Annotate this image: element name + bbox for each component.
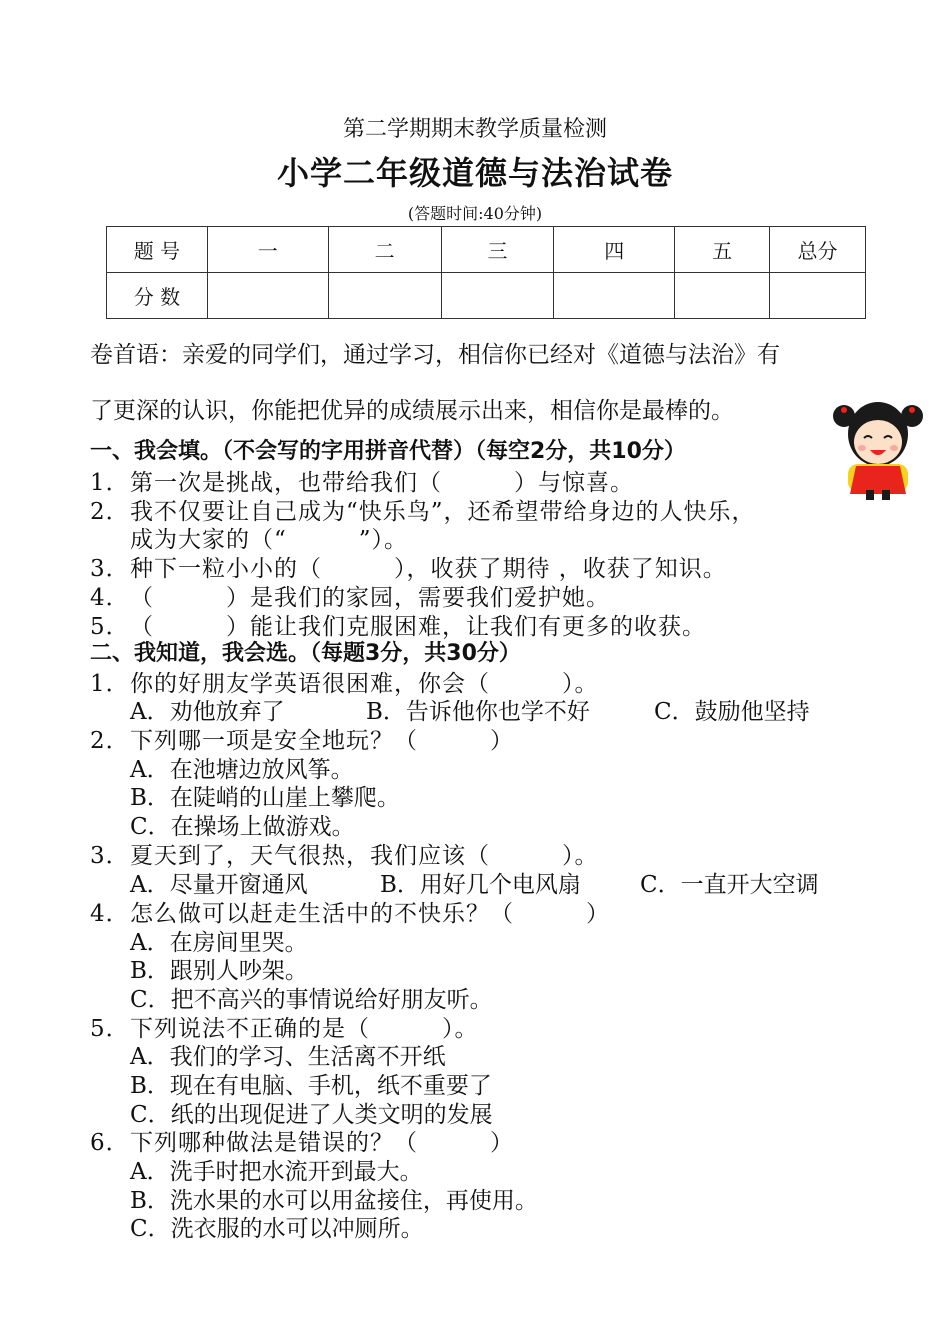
score-header-cell: 三 — [441, 227, 554, 273]
question-text: 第一次是挑战，也带给我们（ ）与惊喜。 — [130, 470, 634, 496]
score-row-label: 分 数 — [107, 273, 208, 319]
score-cell[interactable] — [207, 273, 328, 319]
exam-title: 小学二年级道德与法治试卷 — [276, 154, 673, 192]
section-2-heading: 二、我知道，我会选。（每题3分，共30分） — [90, 641, 521, 666]
question-number: 2． — [90, 499, 130, 525]
score-header-cell: 题 号 — [107, 227, 208, 273]
question-number: 4． — [90, 901, 130, 927]
score-header-cell: 四 — [554, 227, 675, 273]
question-number: 3． — [90, 556, 130, 582]
s2-q4-option-a[interactable]: A．在房间里哭。 — [130, 930, 308, 956]
s1-question-2-cont: 成为大家的（“ ”）。 — [130, 527, 409, 553]
question-number: 4． — [90, 585, 130, 611]
score-table-score-row — [107, 273, 866, 319]
time-note: (答题时间:40分钟) — [407, 204, 543, 223]
s2-q1-option-c[interactable]: C．鼓励他坚持 — [654, 699, 810, 725]
intro-line-2: 了更深的认识，你能把优异的成绩展示出来，相信你是最棒的。 — [90, 398, 734, 424]
question-text: 下列说法不正确的是（ ）。 — [130, 1016, 479, 1042]
score-cell[interactable] — [770, 273, 866, 319]
s2-q1-option-b[interactable]: B．告诉他你也学不好 — [366, 699, 590, 725]
s2-q6-option-a[interactable]: A．洗手时把水流开到最大。 — [130, 1159, 423, 1185]
s2-q3-option-a[interactable]: A．尽量开窗通风 — [130, 872, 308, 898]
score-header-cell: 二 — [328, 227, 441, 273]
question-number: 6． — [90, 1130, 130, 1156]
s2-q5-option-a[interactable]: A．我们的学习、生活离不开纸 — [130, 1044, 446, 1070]
score-header-cell: 一 — [207, 227, 328, 273]
s2-q6-option-b[interactable]: B．洗水果的水可以用盆接住，再使用。 — [130, 1188, 538, 1214]
cartoon-girl-image — [830, 390, 926, 502]
score-table — [106, 226, 866, 319]
question-number: 1． — [90, 671, 130, 697]
s2-q4-option-c[interactable]: C．把不高兴的事情说给好朋友听。 — [130, 987, 493, 1013]
s2-q2-option-c[interactable]: C．在操场上做游戏。 — [130, 814, 355, 840]
question-text: 怎么做可以赶走生活中的不快乐？（ ） — [130, 901, 610, 927]
question-number: 2． — [90, 728, 130, 754]
question-text: 种下一粒小小的（ ），收获了期待 ，收获了知识。 — [130, 556, 727, 582]
s2-q2-option-b[interactable]: B．在陡峭的山崖上攀爬。 — [130, 785, 400, 811]
score-cell[interactable] — [554, 273, 675, 319]
s2-q2-option-a[interactable]: A．在池塘边放风筝。 — [130, 757, 354, 783]
question-text: 夏天到了，天气很热，我们应该（ ）。 — [130, 843, 599, 869]
question-number: 5． — [90, 614, 130, 640]
score-table-header-row — [107, 227, 866, 273]
s2-q6-option-c[interactable]: C．洗衣服的水可以冲厕所。 — [130, 1216, 424, 1242]
question-text: 你的好朋友学英语很困难，你会（ ）。 — [130, 671, 599, 697]
score-cell[interactable] — [675, 273, 770, 319]
question-number: 5． — [90, 1016, 130, 1042]
s2-q5-option-c[interactable]: C．纸的出现促进了人类文明的发展 — [130, 1102, 493, 1128]
s2-q5-option-b[interactable]: B．现在有电脑、手机，纸不重要了 — [130, 1073, 492, 1099]
question-text: 下列哪种做法是错误的？（ ） — [130, 1130, 514, 1156]
question-number: 3． — [90, 843, 130, 869]
score-cell[interactable] — [328, 273, 441, 319]
question-text: （ ）是我们的家园，需要我们爱护她。 — [130, 585, 610, 611]
intro-line-1: 卷首语：亲爱的同学们，通过学习，相信你已经对《道德与法治》有 — [90, 342, 780, 368]
score-header-cell: 总分 — [770, 227, 866, 273]
s2-q3-option-b[interactable]: B．用好几个电风扇 — [380, 872, 581, 898]
question-text: 我不仅要让自己成为“快乐鸟”，还希望带给身边的人快乐， — [130, 499, 756, 525]
exam-subtitle: 第二学期期末教学质量检测 — [342, 117, 607, 142]
s2-q1-option-a[interactable]: A．劝他放弃了 — [130, 699, 285, 725]
question-text: （ ）能让我们克服困难，让我们有更多的收获。 — [130, 614, 706, 640]
s2-q4-option-b[interactable]: B．跟别人吵架。 — [130, 958, 308, 984]
s2-q3-option-c[interactable]: C．一直开大空调 — [640, 872, 819, 898]
score-cell[interactable] — [441, 273, 554, 319]
question-text: 下列哪一项是安全地玩？（ ） — [130, 728, 514, 754]
section-1-heading: 一、我会填。（不会写的字用拼音代替）（每空2分，共10分） — [90, 439, 686, 464]
score-header-cell: 五 — [675, 227, 770, 273]
question-number: 1． — [90, 470, 130, 496]
